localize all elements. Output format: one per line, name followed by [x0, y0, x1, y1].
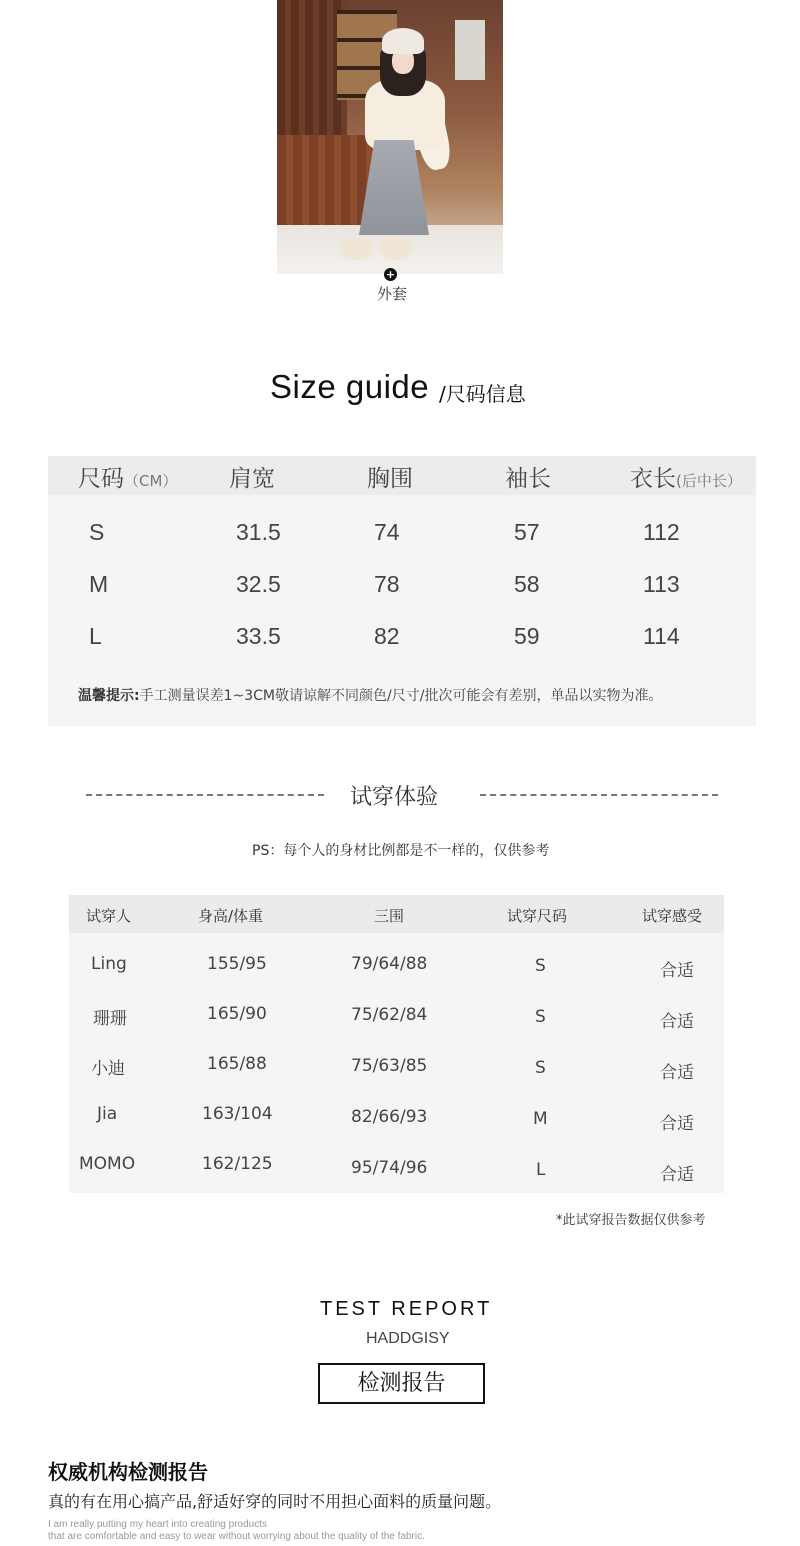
dashed-divider-right	[480, 794, 718, 796]
try-cell: S	[535, 956, 546, 976]
try-cell: L	[536, 1160, 546, 1180]
size-cell: 74	[374, 519, 400, 545]
size-note-text: 手工测量误差1~3CM敬请谅解不同颜色/尺寸/批次可能会有差别，单品以实物为准。	[139, 688, 663, 704]
dashed-divider-left	[86, 794, 324, 796]
try-cell: 合适	[660, 1114, 694, 1134]
try-cell: 165/90	[207, 1004, 267, 1024]
plus-icon[interactable]: +	[385, 268, 396, 281]
try-cell: 95/74/96	[351, 1158, 428, 1178]
size-note-label: 温馨提示:	[78, 688, 140, 704]
size-cell: 32.5	[236, 571, 281, 597]
brand-name: HADDGISY	[366, 1330, 450, 1347]
try-on-table	[69, 895, 724, 1193]
try-header-measurements: 三围	[374, 907, 405, 925]
try-cell: 小迪	[91, 1059, 125, 1079]
try-cell: 75/62/84	[351, 1005, 428, 1025]
try-cell: 165/88	[207, 1054, 267, 1074]
try-header-person: 试穿人	[86, 907, 132, 925]
try-cell: 合适	[660, 1165, 694, 1185]
photo-caption: 外套	[376, 285, 407, 303]
size-cell: 113	[643, 571, 680, 597]
try-cell: 162/125	[202, 1154, 273, 1174]
try-header-feeling: 试穿感受	[642, 907, 703, 925]
try-cell: 珊珊	[93, 1009, 127, 1029]
try-cell: 合适	[660, 1012, 694, 1032]
product-photo	[277, 0, 503, 274]
size-guide-subtitle: /尺码信息	[439, 382, 526, 406]
try-cell: 155/95	[207, 954, 267, 974]
try-on-ps: PS：每个人的身材比例都是不一样的，仅供参考	[252, 843, 550, 859]
test-report-title: TEST REPORT	[320, 1298, 493, 1320]
size-cell: 112	[643, 519, 680, 545]
size-cell: S	[89, 519, 105, 545]
size-cell: 58	[514, 571, 540, 597]
try-cell: 合适	[660, 1063, 694, 1083]
try-header-height-weight: 身高/体重	[198, 907, 264, 925]
size-header-shoulder: 肩宽	[229, 466, 275, 492]
try-on-note: *此试穿报告数据仅供参考	[556, 1213, 706, 1228]
size-cell: 31.5	[236, 519, 281, 545]
try-cell: 合适	[660, 961, 694, 981]
try-cell: S	[535, 1058, 546, 1078]
try-cell: Ling	[91, 954, 127, 974]
try-cell: 79/64/88	[351, 954, 428, 974]
try-cell: M	[533, 1109, 548, 1129]
authority-english-line-1: I am really putting my heart into creating products	[48, 1519, 267, 1530]
authority-english-line-2: that are comfortable and easy to wear without worrying about the quality of the fabric.	[48, 1531, 425, 1542]
try-cell: Jia	[97, 1104, 118, 1124]
authority-text: 真的有在用心搞产品,舒适好穿的同时不用担心面料的质量问题。	[48, 1492, 502, 1511]
try-cell: MOMO	[79, 1154, 136, 1174]
try-cell: S	[535, 1007, 546, 1027]
size-cell: 114	[643, 623, 680, 649]
try-cell: 75/63/85	[351, 1056, 428, 1076]
size-cell: 82	[374, 623, 400, 649]
test-report-button[interactable]: 检测报告	[318, 1363, 485, 1404]
size-note	[78, 685, 662, 705]
try-cell: 82/66/93	[351, 1107, 428, 1127]
size-cell: M	[89, 571, 109, 597]
size-guide-title: Size guide	[270, 368, 430, 405]
size-header-chest: 胸围	[367, 466, 413, 492]
size-header-sleeve: 袖长	[505, 466, 551, 492]
try-cell: 163/104	[202, 1104, 273, 1124]
size-cell: L	[89, 623, 102, 649]
try-on-title: 试穿体验	[350, 785, 439, 810]
size-cell: 59	[514, 623, 540, 649]
size-cell: 33.5	[236, 623, 281, 649]
size-header-length: 衣长(后中长）	[630, 466, 742, 492]
size-header-size: 尺码（CM）	[78, 466, 178, 492]
try-header-size: 试穿尺码	[507, 907, 568, 925]
size-cell: 57	[514, 519, 540, 545]
size-cell: 78	[374, 571, 400, 597]
authority-title: 权威机构检测报告	[48, 1460, 208, 1484]
